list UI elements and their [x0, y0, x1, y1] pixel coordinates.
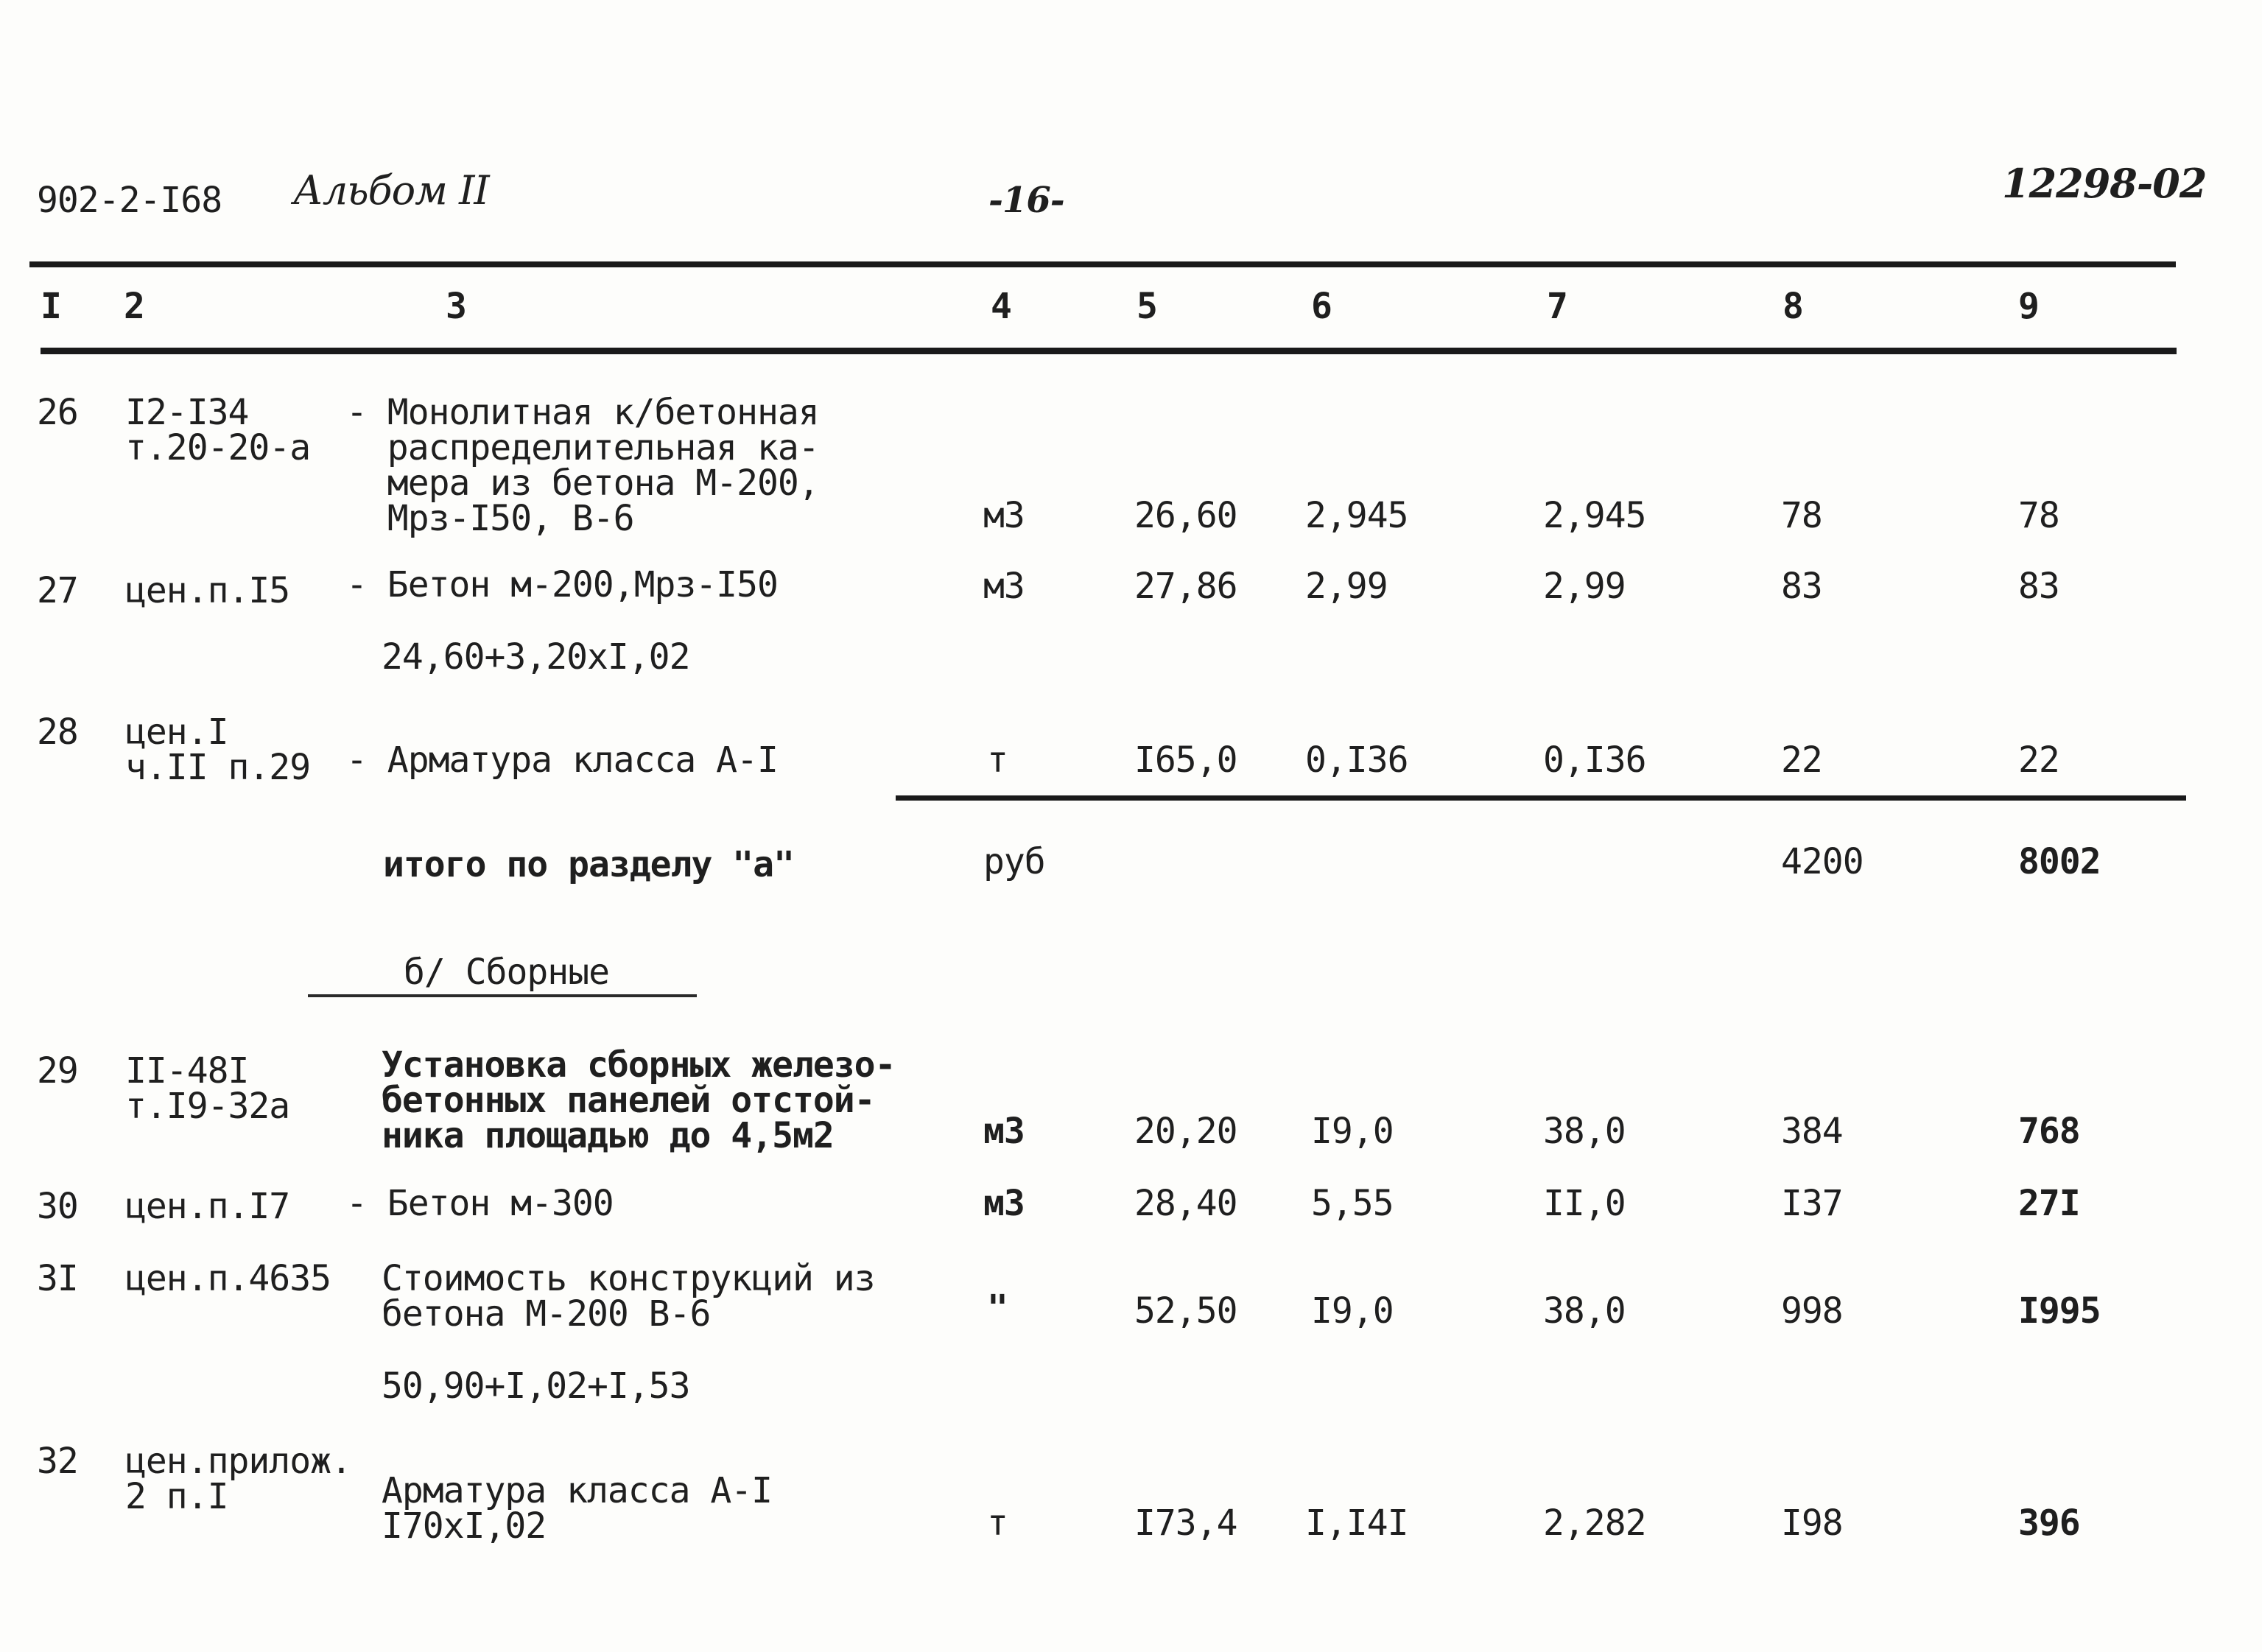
item-description: Установка сборных железо- бетонных панелей отстой- ника площадью до 4,5м2	[382, 1044, 896, 1156]
row-number: 27	[37, 570, 78, 611]
item-description: Арматура класса А-I I70хI,02	[382, 1470, 773, 1547]
total-quantity: 0,I36	[1543, 739, 1646, 781]
column-header-6: 6	[1311, 286, 1332, 327]
total-cost: 22	[2018, 739, 2059, 781]
quantity: 5,55	[1311, 1183, 1394, 1224]
price-reference: цен.п.I5	[125, 570, 290, 611]
subtotal-cost: 4200	[1781, 841, 1864, 882]
price-reference: цен.п.I7	[125, 1186, 290, 1227]
subtotal-unit: руб	[983, 841, 1045, 882]
price-reference: цен.I ч.II п.29	[125, 711, 311, 788]
price-reference: цен.прилож. 2 п.I	[125, 1441, 351, 1517]
price-reference: I2-I34 т.20-20-а	[125, 392, 311, 468]
total-quantity: 2,99	[1543, 566, 1626, 607]
row-number: 28	[37, 711, 78, 753]
quantity: 2,945	[1305, 495, 1408, 536]
subtotal-rule	[896, 795, 2186, 801]
price-reference: цен.п.4635	[125, 1258, 331, 1299]
total-cost: 27I	[2018, 1183, 2080, 1224]
column-header-4: 4	[991, 286, 1011, 327]
cost: 83	[1781, 566, 1822, 607]
header-bottom-rule	[41, 348, 2177, 354]
unit-price: 26,60	[1134, 495, 1237, 536]
total-cost: 83	[2018, 566, 2059, 607]
price-reference: II-48I т.I9-32а	[125, 1050, 290, 1127]
total-quantity: 2,282	[1543, 1502, 1646, 1544]
unit-price: 27,86	[1134, 566, 1237, 607]
page-number: -16-	[988, 180, 1064, 221]
unit: м3	[983, 566, 1025, 607]
quantity: I9,0	[1311, 1290, 1394, 1332]
unit-price: I65,0	[1134, 739, 1237, 781]
row-number: 30	[37, 1186, 78, 1227]
column-header-1: I	[41, 286, 61, 327]
row-number: 29	[37, 1050, 78, 1092]
unit: м3	[983, 1183, 1025, 1224]
unit-price: 52,50	[1134, 1290, 1237, 1332]
cost: I98	[1781, 1502, 1843, 1544]
item-description: - Арматура класса А-I	[346, 739, 778, 781]
column-header-3: 3	[446, 286, 466, 327]
cost: 998	[1781, 1290, 1843, 1332]
column-header-2: 2	[124, 286, 144, 327]
total-cost: 396	[2018, 1502, 2080, 1544]
quantity: I9,0	[1311, 1111, 1394, 1152]
total-cost: I995	[2018, 1290, 2101, 1332]
item-description: Стоимость конструкций из бетона М-200 В-6	[382, 1258, 875, 1335]
total-quantity: 38,0	[1543, 1290, 1626, 1332]
unit: м3	[983, 495, 1025, 536]
quantity: 2,99	[1305, 566, 1388, 607]
total-cost: 768	[2018, 1111, 2080, 1152]
total-quantity: 2,945	[1543, 495, 1646, 536]
total-quantity: II,0	[1543, 1183, 1626, 1224]
quantity: I,I4I	[1305, 1502, 1408, 1544]
unit: м3	[983, 1111, 1025, 1152]
album-label: Альбом II	[293, 167, 489, 214]
row-number: 3I	[37, 1258, 78, 1299]
unit: "	[987, 1287, 1008, 1329]
section-heading-underline	[308, 994, 697, 997]
unit: т	[987, 739, 1008, 781]
top-rule	[29, 261, 2176, 267]
row-number: 32	[37, 1441, 78, 1482]
column-header-8: 8	[1782, 286, 1803, 327]
row-number: 26	[37, 392, 78, 433]
subtotal-total-cost: 8002	[2018, 841, 2101, 882]
document-code: 902-2-I68	[37, 180, 222, 221]
cost: I37	[1781, 1183, 1843, 1224]
total-cost: 78	[2018, 495, 2059, 536]
total-quantity: 38,0	[1543, 1111, 1626, 1152]
cost: 78	[1781, 495, 1822, 536]
sheet-code: 12298-02	[2002, 160, 2207, 207]
section-heading: б/ Сборные	[404, 952, 609, 993]
item-description: - Бетон м-200,Мрз-I50	[346, 564, 778, 605]
calculation-note: 24,60+3,20хI,02	[382, 636, 690, 678]
column-header-9: 9	[2018, 286, 2039, 327]
unit: т	[987, 1502, 1008, 1544]
unit-price: I73,4	[1134, 1502, 1237, 1544]
subtotal-label: итого по разделу "а"	[383, 844, 794, 885]
item-description: - Бетон м-300	[346, 1183, 614, 1224]
quantity: 0,I36	[1305, 739, 1408, 781]
unit-price: 28,40	[1134, 1183, 1237, 1224]
cost: 384	[1781, 1111, 1843, 1152]
unit-price: 20,20	[1134, 1111, 1237, 1152]
calculation-note: 50,90+I,02+I,53	[382, 1365, 690, 1407]
column-header-5: 5	[1137, 286, 1157, 327]
column-header-7: 7	[1547, 286, 1567, 327]
cost: 22	[1781, 739, 1822, 781]
item-description: - Монолитная к/бетонная распределительная ка- мера из бетона М-200, Мрз-I50, В-6	[346, 392, 819, 539]
